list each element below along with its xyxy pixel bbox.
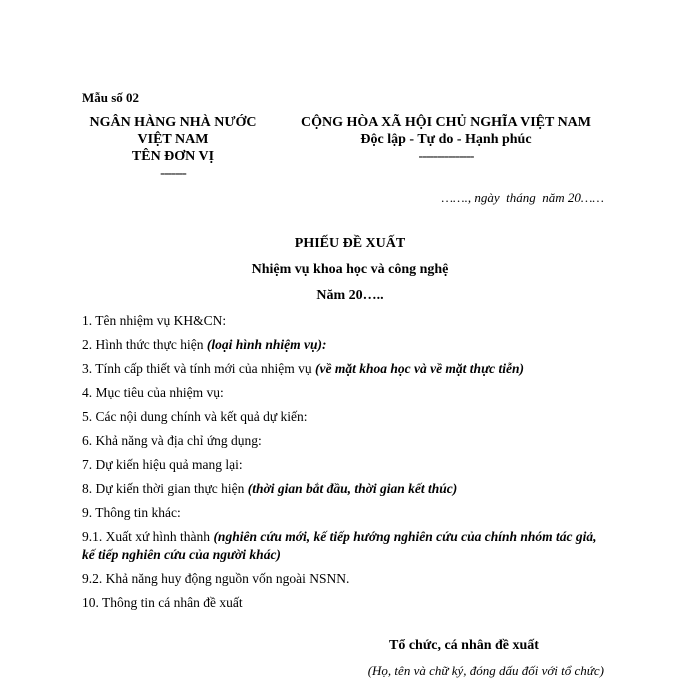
country-name: CỘNG HÒA XÃ HỘI CHỦ NGHĨA VIỆT NAM [300,115,591,130]
proposal-item-text: 2. Hình thức thực hiện [82,337,207,352]
national-rule: --------------- [418,149,474,164]
proposal-item [82,594,610,612]
unit-name: TÊN ĐƠN VỊ [131,149,215,164]
form-code: Mẫu số 02 [82,90,140,105]
proposal-item [82,360,610,378]
agency-rule: ------- [160,166,186,181]
proposal-item-text: 3. Tính cấp thiết và tính mới của nhiệm vụ [82,361,315,376]
proposal-item-text: 9.1. Xuất xứ hình thành [82,529,214,544]
national-header [285,114,607,165]
proposal-item-text: 5. Các nội dung chính và kết quả dự kiến: [82,409,308,424]
proposal-item-text: 7. Dự kiến hiệu quả mang lại: [82,457,243,472]
document-year: Năm 20….. [316,288,384,303]
proposal-item-text: 1. Tên nhiệm vụ KH&CN: [82,313,227,328]
proposal-item-text: 10. Thông tin cá nhân đề xuất [82,595,243,610]
proposal-item [82,384,610,402]
proposal-item [82,570,610,588]
proposal-item-text: 9.2. Khả năng huy động nguồn vốn ngoài NSNN. [82,571,350,586]
proposal-item [82,312,610,330]
place-date: ……., ngày tháng năm 20…… [441,190,604,205]
proposal-item-note: (về mặt khoa học và về mặt thực tiễn) [314,361,525,376]
proposal-item-text: 4. Mục tiêu của nhiệm vụ: [82,385,224,400]
proposal-items [82,312,610,618]
agency-name-line1: NGÂN HÀNG NHÀ NƯỚC [89,115,257,130]
signature-title: Tổ chức, cá nhân đề xuất [389,638,539,653]
proposal-item [82,456,610,474]
proposal-item [82,408,610,426]
proposal-item [82,504,610,522]
proposal-item [82,432,610,450]
agency-name-line2: VIỆT NAM [137,132,209,147]
document-subtitle: Nhiệm vụ khoa học và công nghệ [251,262,449,277]
signature-note: (Họ, tên và chữ ký, đóng dấu đối với tổ chức) [367,663,604,678]
proposal-item-text: 6. Khả năng và địa chỉ ứng dụng: [82,433,262,448]
proposal-item-text: 9. Thông tin khác: [82,505,181,520]
proposal-item-note: (thời gian bắt đầu, thời gian kết thúc) [247,481,458,496]
proposal-item [82,480,610,498]
national-motto: Độc lập - Tự do - Hạnh phúc [360,132,532,147]
proposal-item [82,336,610,354]
proposal-item-note: (loại hình nhiệm vụ): [206,337,327,352]
proposal-item [82,528,610,564]
agency-header [78,114,268,182]
proposal-item-note: (nghiên cứu mới, kế tiếp hướng nghiên cứu của chính nhóm tác giả, kế tiếp nghiên cứu của người khác) [82,529,597,562]
document-title: PHIẾU ĐỀ XUẤT [294,236,406,251]
proposal-item-text: 8. Dự kiến thời gian thực hiện [82,481,248,496]
